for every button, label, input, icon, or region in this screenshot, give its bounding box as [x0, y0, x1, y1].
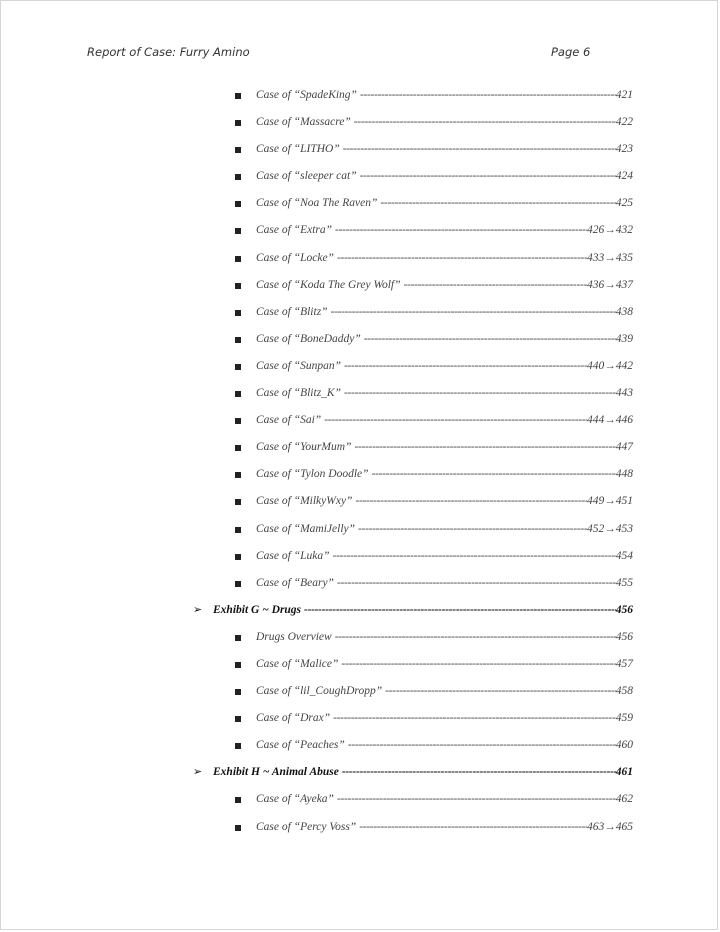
toc-case-entry: [1, 708, 719, 735]
dash-leader: [380, 195, 615, 211]
dash-leader: [354, 114, 616, 130]
dash-leader: [372, 466, 616, 482]
toc-entry-pages: 440→442: [587, 359, 633, 372]
square-bullet-icon: [235, 797, 241, 803]
toc-case-entry: [1, 220, 719, 247]
toc-case-entry: [1, 356, 719, 383]
dash-leader: [360, 168, 616, 184]
toc-line: [256, 195, 633, 211]
square-bullet-icon: [235, 93, 241, 99]
dash-leader: [335, 629, 616, 645]
toc-line: [256, 737, 633, 753]
toc-line: [256, 493, 633, 509]
toc-entry-label: Case of “Beary”: [256, 576, 334, 589]
toc-entry-pages: 422: [615, 116, 633, 129]
toc-entry-label: Case of “Sunpan”: [256, 359, 341, 372]
dash-leader: [343, 141, 616, 157]
toc-entry-label: Case of “SpadeKing”: [256, 89, 357, 101]
toc-entry-pages: 455: [615, 576, 633, 589]
square-bullet-icon: [235, 228, 241, 234]
square-bullet-icon: [235, 174, 241, 180]
toc-case-entry: [1, 85, 719, 112]
toc-entry-pages: 423: [615, 143, 633, 156]
toc-case-entry: [1, 654, 719, 681]
square-bullet-icon: [235, 418, 241, 424]
square-bullet-icon: [235, 310, 241, 316]
dash-leader: [358, 521, 587, 537]
dash-leader: [341, 656, 615, 672]
square-bullet-icon: [235, 283, 241, 289]
square-bullet-icon: [235, 689, 241, 695]
toc-case-entry: [1, 410, 719, 437]
toc-line: [213, 602, 633, 618]
dash-leader: [360, 87, 616, 103]
dash-leader: [344, 385, 616, 401]
square-bullet-icon: [235, 256, 241, 262]
toc-case-entry: [1, 817, 719, 844]
square-bullet-icon: [235, 472, 241, 478]
toc-entry-label: Case of “YourMum”: [256, 441, 352, 454]
toc-case-entry: [1, 193, 719, 220]
toc-entry-label: Exhibit G ~ Drugs: [213, 603, 302, 616]
toc-line: [256, 656, 633, 672]
toc-entry-pages: 439: [615, 332, 633, 345]
dash-leader: [364, 331, 616, 347]
toc-entry-label: Case of “MilkyWxy”: [256, 495, 353, 508]
dash-leader: [342, 764, 616, 780]
dash-leader: [335, 222, 587, 238]
toc-entry-label: Case of “Sai”: [256, 414, 322, 427]
toc-line: [256, 412, 633, 428]
square-bullet-icon: [235, 120, 241, 126]
toc-entry-label: Case of “Extra”: [256, 224, 333, 237]
toc-exhibit-entry: [1, 600, 719, 627]
arrow-bullet-icon: ➢: [193, 602, 203, 616]
square-bullet-icon: [235, 527, 241, 533]
toc-entry-pages: 460: [615, 739, 633, 752]
toc-entry-pages: 421: [615, 89, 633, 101]
toc-entry-label: Case of “Malice”: [256, 657, 339, 670]
toc-entry-pages: 424: [615, 170, 633, 183]
dash-leader: [333, 710, 616, 726]
toc-entry-label: Case of “BoneDaddy”: [256, 332, 361, 345]
toc-case-entry: [1, 627, 719, 654]
toc-entry-pages: 436→437: [587, 278, 633, 291]
toc-case-entry: [1, 329, 719, 356]
toc-exhibit-entry: [1, 762, 719, 789]
toc-case-entry: [1, 166, 719, 193]
toc-case-entry: [1, 789, 719, 816]
square-bullet-icon: [235, 581, 241, 587]
square-bullet-icon: [235, 391, 241, 397]
toc-case-entry: [1, 248, 719, 275]
page-number: Page 6: [551, 45, 591, 59]
dash-leader: [331, 304, 616, 320]
square-bullet-icon: [235, 445, 241, 451]
toc-entry-label: Case of “Percy Voss”: [256, 820, 357, 833]
toc-entry-label: Case of “Koda The Grey Wolf”: [256, 278, 401, 291]
toc-entry-pages: 462: [615, 793, 633, 806]
toc-line: [256, 819, 633, 835]
dash-leader: [385, 683, 616, 699]
toc-entry-label: Exhibit H ~ Animal Abuse: [213, 766, 339, 779]
toc-entry-pages: 457: [615, 657, 633, 670]
dash-leader: [348, 737, 616, 753]
dash-leader: [337, 575, 616, 591]
toc-line: [256, 683, 633, 699]
square-bullet-icon: [235, 364, 241, 370]
toc-entry-label: Case of “Noa The Raven”: [256, 197, 378, 210]
report-title: Report of Case: Furry Amino: [87, 45, 250, 59]
toc-entry-pages: 433→435: [587, 251, 633, 264]
square-bullet-icon: [235, 201, 241, 207]
toc-case-entry: [1, 383, 719, 410]
toc-entry-label: Case of “lil_CoughDropp”: [256, 685, 383, 698]
toc-entry-pages: 463→465: [587, 820, 633, 833]
toc-entry-label: Case of “Peaches”: [256, 739, 345, 752]
toc-line: [256, 141, 633, 157]
toc-line: [256, 710, 633, 726]
toc-entry-pages: 452→453: [587, 522, 633, 535]
square-bullet-icon: [235, 743, 241, 749]
toc-line: [256, 168, 633, 184]
table-of-contents: [1, 85, 719, 844]
toc-line: [256, 304, 633, 320]
toc-entry-pages: 456: [615, 603, 633, 616]
toc-case-entry: [1, 302, 719, 329]
toc-entry-label: Case of “Massacre”: [256, 116, 351, 129]
square-bullet-icon: [235, 662, 241, 668]
toc-entry-label: Case of “LITHO”: [256, 143, 340, 156]
dash-leader: [333, 548, 616, 564]
toc-entry-pages: 461: [615, 766, 633, 779]
dash-leader: [324, 412, 587, 428]
toc-line: [256, 439, 633, 455]
toc-entry-label: Drugs Overview: [256, 630, 332, 643]
toc-entry-label: Case of “Luka”: [256, 549, 330, 562]
toc-entry-label: Case of “Drax”: [256, 712, 331, 725]
toc-entry-pages: 443: [615, 387, 633, 400]
toc-line: [256, 629, 633, 645]
square-bullet-icon: [235, 147, 241, 153]
toc-case-entry: [1, 491, 719, 518]
toc-entry-pages: 458: [615, 685, 633, 698]
toc-entry-pages: 459: [615, 712, 633, 725]
toc-line: [256, 358, 633, 374]
square-bullet-icon: [235, 635, 241, 641]
toc-line: [256, 87, 633, 103]
toc-case-entry: [1, 275, 719, 302]
toc-entry-pages: 425: [615, 197, 633, 210]
toc-entry-pages: 426→432: [587, 224, 633, 237]
toc-entry-label: Case of “Tylon Doodle”: [256, 468, 369, 481]
arrow-bullet-icon: ➢: [193, 765, 203, 779]
toc-line: [256, 791, 633, 807]
square-bullet-icon: [235, 716, 241, 722]
dash-leader: [304, 602, 616, 618]
toc-line: [256, 575, 633, 591]
toc-case-entry: [1, 139, 719, 166]
toc-case-entry: [1, 573, 719, 600]
dash-leader: [337, 250, 587, 266]
toc-line: [256, 331, 633, 347]
toc-case-entry: [1, 464, 719, 491]
toc-line: [256, 385, 633, 401]
toc-entry-label: Case of “Blitz_K”: [256, 387, 341, 400]
toc-line: [256, 466, 633, 482]
toc-case-entry: [1, 681, 719, 708]
dash-leader: [404, 277, 587, 293]
toc-entry-pages: 447: [615, 441, 633, 454]
toc-case-entry: [1, 735, 719, 762]
square-bullet-icon: [235, 554, 241, 560]
toc-line: [256, 222, 633, 238]
toc-case-entry: [1, 546, 719, 573]
square-bullet-icon: [235, 337, 241, 343]
toc-case-entry: [1, 112, 719, 139]
dash-leader: [354, 439, 615, 455]
square-bullet-icon: [235, 499, 241, 505]
toc-line: [256, 548, 633, 564]
toc-entry-pages: 456: [615, 630, 633, 643]
toc-entry-pages: 449→451: [587, 495, 633, 508]
toc-line: [256, 277, 633, 293]
dash-leader: [344, 358, 587, 374]
square-bullet-icon: [235, 825, 241, 831]
toc-entry-label: Case of “Locke”: [256, 251, 334, 264]
toc-line: [256, 521, 633, 537]
toc-entry-pages: 444→446: [587, 414, 633, 427]
toc-entry-pages: 438: [615, 305, 633, 318]
toc-line: [256, 250, 633, 266]
toc-case-entry: [1, 519, 719, 546]
toc-entry-label: Case of “sleeper cat”: [256, 170, 357, 183]
dash-leader: [337, 791, 616, 807]
toc-line: [256, 114, 633, 130]
toc-entry-pages: 454: [615, 549, 633, 562]
toc-entry-label: Case of “Blitz”: [256, 305, 328, 318]
dash-leader: [355, 493, 587, 509]
toc-entry-pages: 448: [615, 468, 633, 481]
toc-entry-label: Case of “MamiJelly”: [256, 522, 356, 535]
toc-case-entry: [1, 437, 719, 464]
toc-line: [213, 764, 633, 780]
toc-entry-label: Case of “Ayeka”: [256, 793, 334, 806]
dash-leader: [359, 819, 587, 835]
